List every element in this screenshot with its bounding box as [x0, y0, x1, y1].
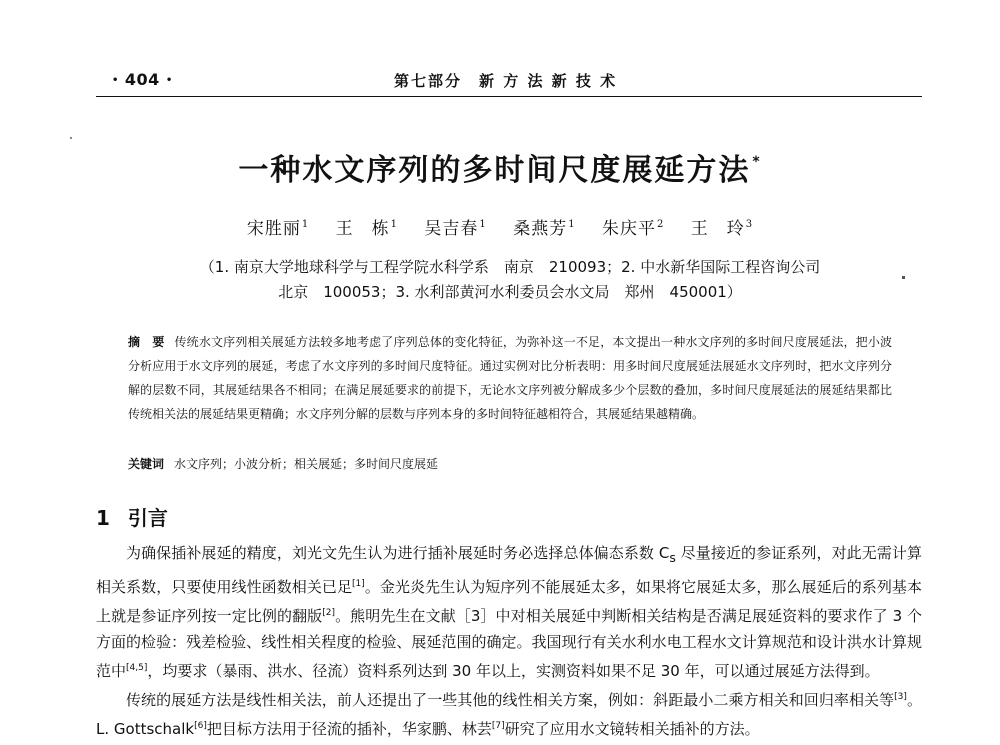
author-affil-mark: 3 [745, 219, 754, 230]
citation: [2] [322, 608, 336, 618]
section-number: 1 [96, 506, 110, 530]
citation: [4,5] [126, 663, 148, 673]
author [691, 219, 753, 239]
abstract-text: 传统水文序列相关展延方法较多地考虑了序列总体的变化特征，为弥补这一不足，本文提出一种水文序列的多时间尺度展延法，把小波分析应用于水文序列的展延，考虑了水文序列的多时间尺度特征。通过实例对比分析表明：用多时间尺度展延法展延水文序列时，把水文序列分解的层数不同，其展延结果各不相同；在满足展延要求的前提下，无论水文序列被分解成多少个层数的叠加，多时间尺度展延法的展延结果都比传统相关法的展延结果更精确；水文序列分解的层数与序列本身的多时间特征越相符合，其展延结果越精确。 [128, 335, 892, 421]
title-footnote-mark: * [752, 154, 762, 170]
citation: [1] [352, 579, 365, 589]
abstract-label: 摘 要 [128, 335, 165, 349]
text-run: 为确保插补展延的精度，刘光文先生认为进行插补展延时务必选择总体偏态系数 C [126, 544, 670, 562]
section-title: 引言 [127, 506, 168, 530]
author [424, 219, 486, 239]
subscript: s [669, 550, 676, 565]
text-run: 传统的展延方法是线性相关法，前人还提出了一些其他的线性相关方案，例如：斜距最小二乘方相关和回归率相关等 [126, 691, 895, 709]
author-affil-mark: 2 [656, 219, 665, 230]
text-run: 。金光炎先生认为短序列不能展延太多，如果将它展延太多，那么展延后的系列基本上就是参证序列按一定比例的翻版 [96, 578, 922, 625]
author-affil-mark: 1 [390, 219, 399, 230]
text-run: 研究了应用水文镜转相关插补的方法。 [504, 720, 760, 738]
affiliation-line-2: 北京 100053；3. 水利部黄河水利委员会水文局 郑州 450001） [278, 283, 742, 301]
running-head-title: 第七部分 新 方 法 新 技 术 [394, 72, 618, 90]
author [513, 219, 575, 239]
author-name: 吴吉春 [424, 219, 479, 239]
author-affil-mark: 1 [301, 219, 310, 230]
page-number: • 404 • [112, 70, 173, 89]
body-text [96, 540, 922, 742]
text-run: 。熊明先生在文献［3］中对相关展延中判断相关结构是否满足展延资料的要求作了 3 个方面的检验：残差检验、线性相关程度的检验、展延范围的确定。我国现行有关水利水电工程水文计算规范和设计洪水计算规范中 [96, 607, 922, 680]
author [602, 219, 664, 239]
paragraph-1 [96, 540, 922, 684]
scan-speck [70, 137, 72, 139]
paper-title-text: 一种水文序列的多时间尺度展延方法 [238, 153, 751, 188]
author-name: 桑燕芳 [513, 219, 568, 239]
author-affil-mark: 1 [479, 219, 487, 230]
citation: [3] [894, 692, 907, 702]
scan-speck [902, 276, 905, 279]
affiliation-line-1: （1. 南京大学地球科学与工程学院水科学系 南京 210093；2. 中水新华国际工程咨询公司 [199, 258, 821, 276]
header-rule [96, 96, 922, 97]
author [247, 219, 309, 239]
author-name: 宋胜丽 [246, 219, 301, 239]
keywords-label: 关键词 [128, 457, 165, 471]
author [336, 219, 398, 239]
keywords-text: 水文序列；小波分析；相关展延；多时间尺度展延 [174, 457, 439, 471]
text-run: 尽量接近的参证系列，对此无需计算相关系数，只要使用线性函数相关已足 [96, 544, 922, 596]
citation: [7] [491, 721, 505, 731]
paragraph-2 [96, 684, 922, 742]
author-affil-mark: 1 [568, 219, 576, 230]
author-name: 王 栋 [335, 219, 390, 239]
text-run: ，均要求（暴雨、洪水、径流）资料系列达到 30 年以上，实测资料如果不足 30 年，可以通过展延方法得到。 [147, 662, 880, 680]
author-name: 王 玲 [690, 219, 745, 239]
text-run: 把目标方法用于径流的插补，华家鹏、林芸 [206, 720, 492, 738]
abstract [128, 330, 892, 426]
running-head [96, 66, 922, 94]
citation: [6] [194, 721, 207, 731]
paper-title [0, 145, 1000, 189]
keywords [128, 455, 892, 472]
author-name: 朱庆平 [601, 219, 656, 239]
text-run: 。L. Gottschalk [96, 691, 922, 738]
section-heading [96, 502, 168, 531]
author-list [0, 214, 1000, 239]
